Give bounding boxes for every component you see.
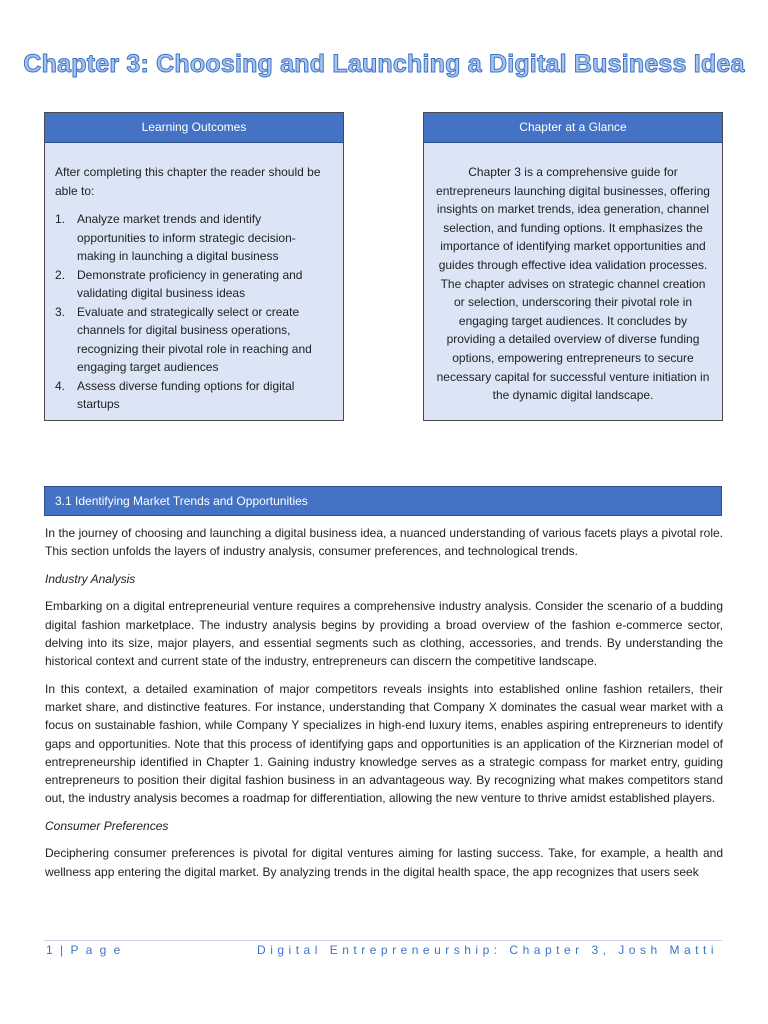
industry-analysis-heading: Industry Analysis xyxy=(45,571,136,586)
learning-outcomes-body xyxy=(45,143,343,414)
section-intro: In the journey of choosing and launching a digital business idea, a nuanced understanding of various facets plays a pivotal role. This section unfolds the layers of industry analysis, consumer preferences, and technological trends. xyxy=(45,526,723,559)
chapter-glance-header: Chapter at a Glance xyxy=(424,113,722,143)
footer-text: Digital Entrepreneurship: Chapter 3, Josh Matti xyxy=(257,943,718,957)
list-text: Assess diverse funding options for digital startups xyxy=(77,378,295,411)
list-number: 3. xyxy=(55,304,66,319)
learning-outcomes-list xyxy=(55,210,333,414)
footer-divider xyxy=(44,940,722,941)
list-item xyxy=(55,210,333,266)
consumer-paragraph-1: Deciphering consumer preferences is pivotal for digital ventures aiming for lasting success. Take, for example, a health and wellness app entering the digital market. By analyzing trends in the digital health space, the app recognizes that users seek xyxy=(45,846,723,879)
list-item xyxy=(55,377,333,414)
page-title: Chapter 3: Choosing and Launching a Digital Business Idea xyxy=(23,50,745,78)
list-item xyxy=(55,266,333,303)
learning-outcomes-box xyxy=(44,112,344,421)
list-text: Evaluate and strategically select or create channels for digital business operations, recognizing their pivotal role in reaching and engaging target audiences xyxy=(77,304,312,374)
learning-outcomes-header: Learning Outcomes xyxy=(45,113,343,143)
learning-outcomes-intro: After completing this chapter the reader should be able to: xyxy=(55,165,321,198)
industry-paragraph-1: Embarking on a digital entrepreneurial venture requires a comprehensive industry analysis. Consider the scenario of a budding digital fashion marketplace. The industry analysis begins by providing a broad overview of the fashion e-commerce sector, delving into its size, major players, and essential segments such as clothing, accessories, and trends. By understanding the historical context and current state of the industry, entrepreneurs can discern the competitive landscape. xyxy=(45,599,723,669)
page-number: 1 | P a g e xyxy=(46,943,123,957)
list-number: 1. xyxy=(55,212,66,226)
list-text: Analyze market trends and identify opportunities to inform strategic decision-making in launching a digital business xyxy=(77,212,296,263)
list-item xyxy=(55,303,333,377)
chapter-glance-text: Chapter 3 is a comprehensive guide for entrepreneurs launching digital businesses, offering insights on market trends, idea generation, channel selection, and funding options. It emphasizes the importance of identifying market opportunities and guides through effective idea validation processes. The chapter advises on strategic channel creation or selection, underscoring their pivotal role in engaging target audiences. It concludes by providing a detailed overview of diverse funding options, empowering entrepreneurs to secure necessary capital for successful venture initiation in the dynamic digital landscape. xyxy=(436,165,710,403)
section-heading: 3.1 Identifying Market Trends and Opportunities xyxy=(44,486,722,516)
consumer-preferences-heading: Consumer Preferences xyxy=(45,818,169,833)
chapter-glance-box xyxy=(423,112,723,421)
list-number: 2. xyxy=(55,267,66,282)
list-text: Demonstrate proficiency in generating and validating digital business ideas xyxy=(77,267,303,300)
list-number: 4. xyxy=(55,378,66,393)
industry-paragraph-2: In this context, a detailed examination of major competitors reveals insights into established online fashion retailers, their market share, and distinctive features. For instance, understanding that Company X dominates the casual wear market with a focus on sustainable fashion, while Company Y specializes in high-end luxury items, enables aspiring entrepreneurs to identify gaps and opportunities. Note that this process of identifying gaps and opportunities is an application of the Kirznerian model of entrepreneurship identified in Chapter 1. Gaining industry knowledge serves as a strategic compass for market entry, guiding entrepreneurs to position their digital fashion business in an advantageous way. By recognizing what makes competitors stand out, the industry analysis becomes a roadmap for differentiation, allowing the new venture to thrive amidst established players. xyxy=(45,681,723,806)
section-content xyxy=(45,524,723,890)
